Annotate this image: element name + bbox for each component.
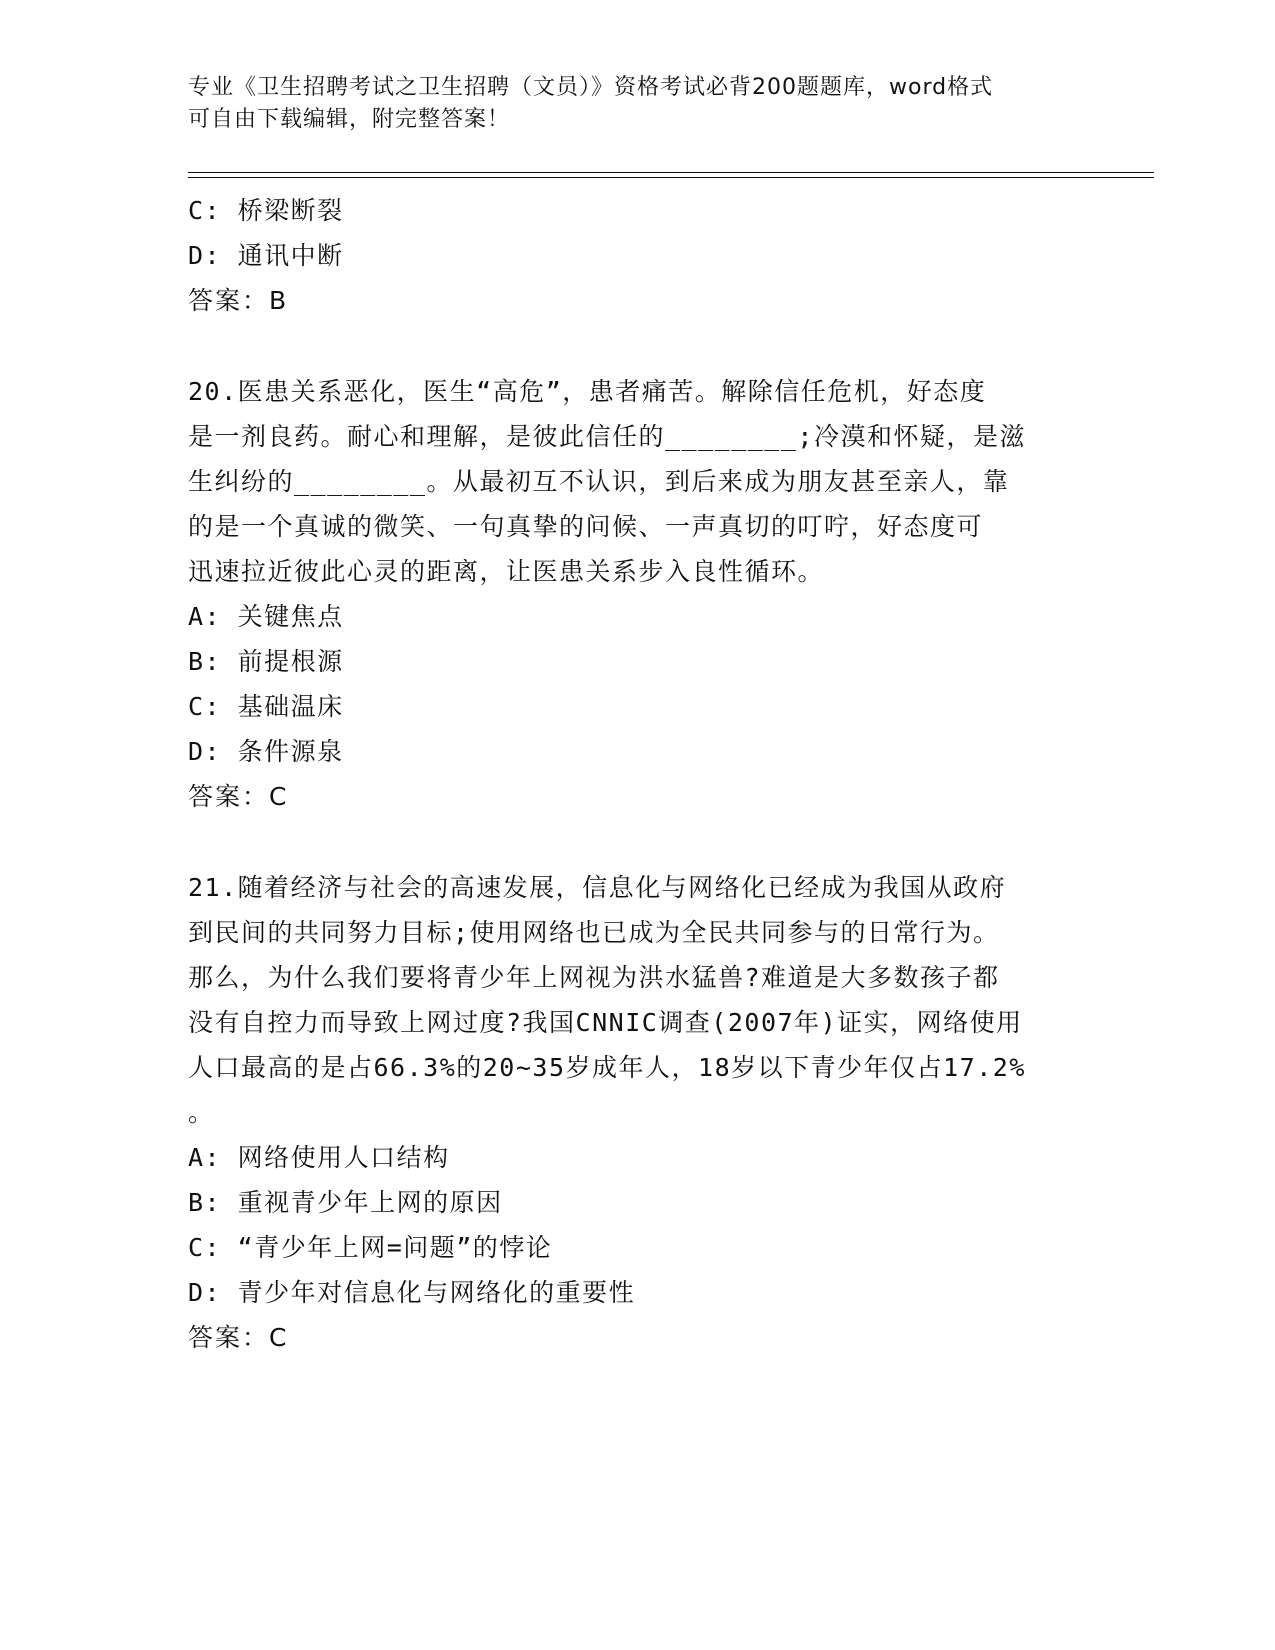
- question-text-line: 到民间的共同努力目标;使用网络也已成为全民共同参与的日常行为。: [188, 918, 1000, 947]
- option-a: A: 关键焦点: [188, 602, 344, 631]
- partial-question: [188, 188, 1088, 323]
- header-line-1: 专业《卫生招聘考试之卫生招聘（文员）》资格考试必背200题题库，word格式: [188, 75, 994, 100]
- option-d: D: 青少年对信息化与网络化的重要性: [188, 1278, 636, 1307]
- question-text-line: 人口最高的是占66.3%的20~35岁成年人，18岁以下青少年仅占17.2%: [188, 1053, 1026, 1082]
- header-line-2: 可自由下载编辑，附完整答案！: [188, 107, 511, 132]
- answer: 答案：C: [188, 782, 289, 811]
- option-a: A: 网络使用人口结构: [188, 1143, 450, 1172]
- option-c: C: “青少年上网=问题”的悖论: [188, 1233, 553, 1262]
- question-text-line: 生纠纷的________。从最初互不认识，到后来成为朋友甚至亲人，靠: [188, 467, 1010, 496]
- question-text-line: 是一剂良药。耐心和理解，是彼此信任的________;冷漠和怀疑，是滋: [188, 422, 1026, 451]
- header-rule-bottom: [188, 177, 1154, 178]
- option-b: B: 前提根源: [188, 647, 344, 676]
- option-c: C: 桥梁断裂: [188, 196, 344, 225]
- header-rule-top: [188, 172, 1154, 173]
- answer: 答案：B: [188, 286, 289, 315]
- question-21: [188, 865, 1088, 1360]
- option-c: C: 基础温床: [188, 692, 344, 721]
- document-header: [188, 72, 1068, 136]
- question-text-line: 20.医患关系恶化，医生“高危”，患者痛苦。解除信任危机，好态度: [188, 377, 987, 406]
- option-d: D: 条件源泉: [188, 737, 344, 766]
- question-text-line: 迅速拉近彼此心灵的距离，让医患关系步入良性循环。: [188, 557, 825, 586]
- question-text-line: 。: [188, 1098, 215, 1127]
- question-text-line: 的是一个真诚的微笑、一句真挚的问候、一声真切的叮咛，好态度可: [188, 512, 984, 541]
- document-body: [188, 188, 1088, 1360]
- question-text-line: 那么，为什么我们要将青少年上网视为洪水猛兽?难道是大多数孩子都: [188, 963, 1000, 992]
- option-d: D: 通讯中断: [188, 241, 344, 270]
- option-b: B: 重视青少年上网的原因: [188, 1188, 503, 1217]
- question-text-line: 没有自控力而导致上网过度?我国CNNIC调查(2007年)证实，网络使用: [188, 1008, 1023, 1037]
- question-text-line: 21.随着经济与社会的高速发展，信息化与网络化已经成为我国从政府: [188, 873, 1007, 902]
- question-20: [188, 369, 1088, 819]
- answer: 答案：C: [188, 1323, 289, 1352]
